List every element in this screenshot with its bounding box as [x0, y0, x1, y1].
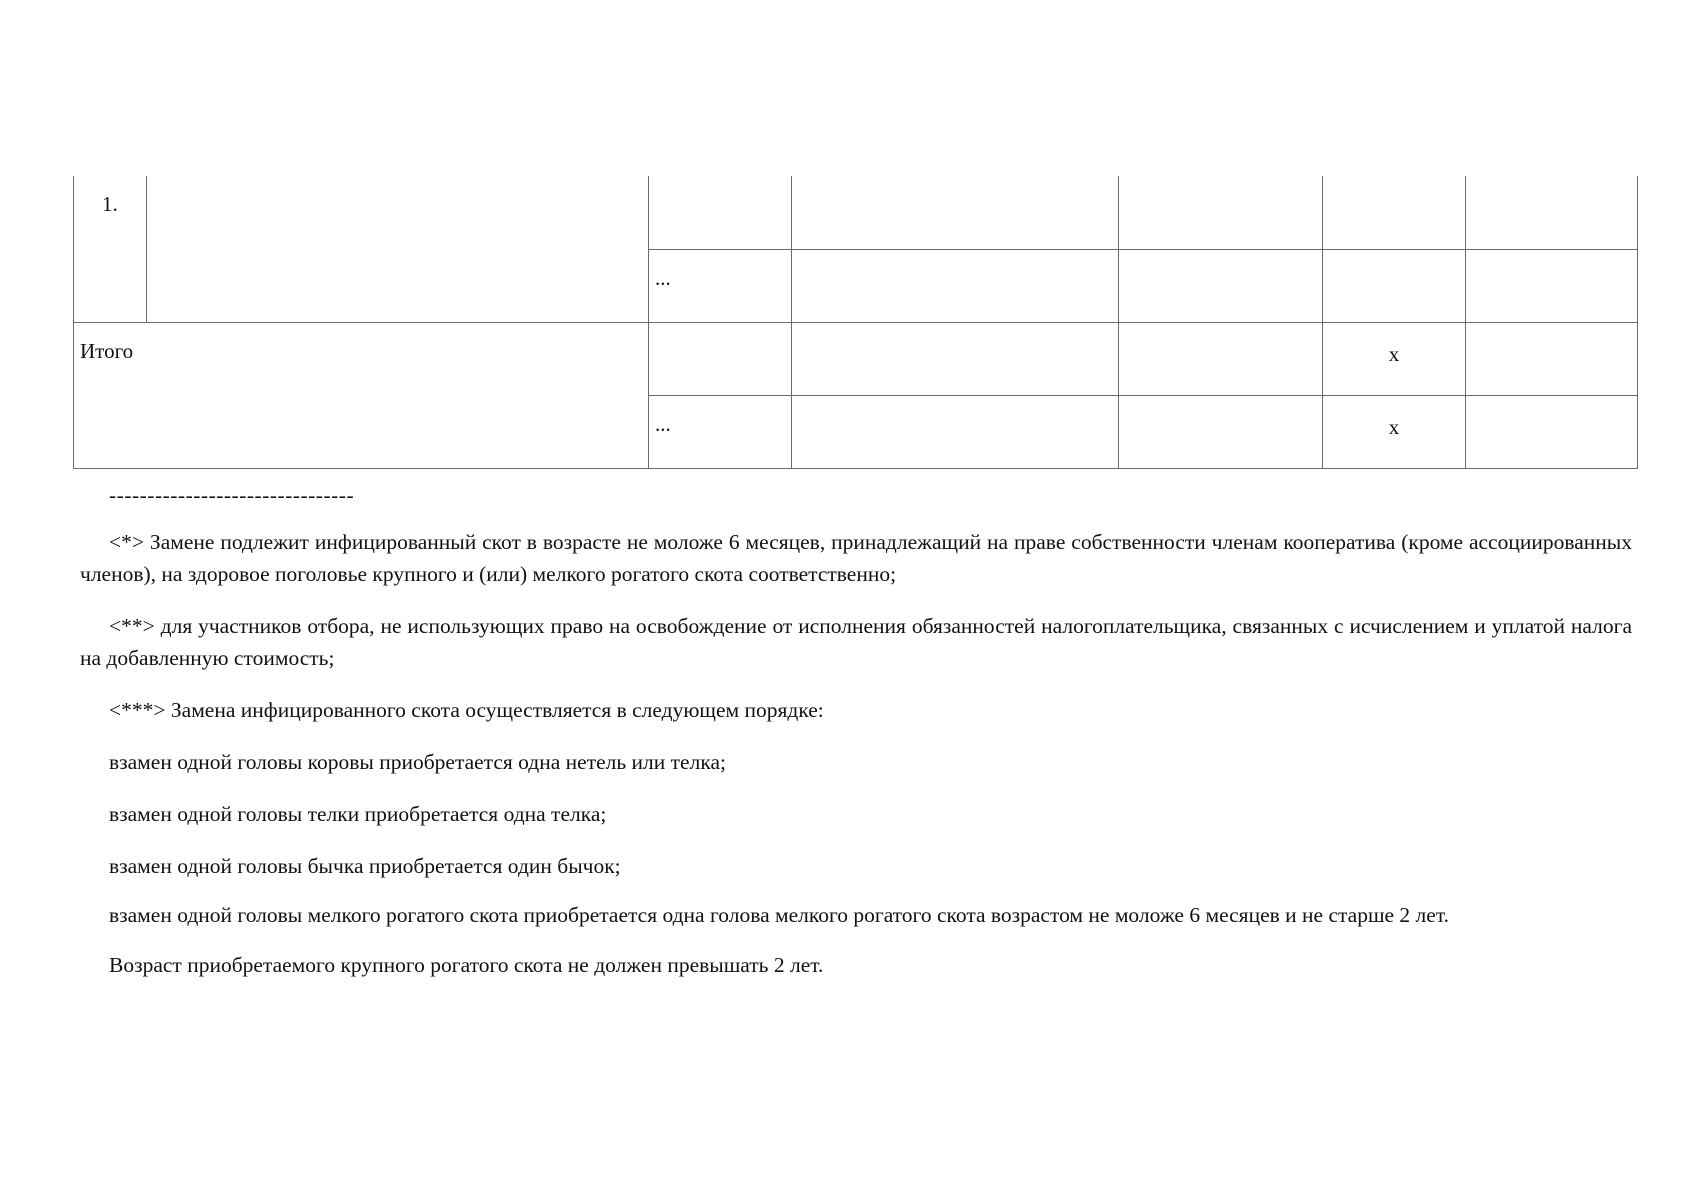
total-row	[74, 322, 1638, 395]
table-cell	[1323, 249, 1466, 322]
replacement-rule-2: взамен одной головы телки приобретается одна телка;	[109, 802, 607, 826]
x-mark: x	[1388, 414, 1400, 439]
table-cell	[792, 176, 1119, 249]
table-cell	[649, 322, 792, 395]
table-cell	[1119, 395, 1323, 468]
replacement-rule-4: взамен одной головы мелкого рогатого скота приобретается одна голова мелкого рогатого скота возрастом не моложе 6 месяцев и не старше 2 лет.	[109, 903, 1449, 927]
ellipsis-text: ...	[655, 411, 671, 436]
table-cell	[1323, 395, 1466, 468]
footnotes	[80, 482, 1632, 1001]
footnote-3: <***> Замена инфицированного скота осуществляется в следующем порядке:	[109, 698, 824, 722]
table-cell	[792, 395, 1119, 468]
footnote-1: <*> Замене подлежит инфицированный скот в возрасте не моложе 6 месяцев, принадлежащий на праве собственности членам кооператива (кроме ассоциированных членов), на здоровое поголовье крупного и (или) мелкого рогатого скота соответственно;	[80, 530, 1632, 586]
table-cell	[792, 249, 1119, 322]
row-number: 1.	[102, 192, 118, 216]
replacement-rule-3: взамен одной головы бычка приобретается один бычок;	[109, 854, 621, 878]
footnote-separator: --------------------------------	[109, 483, 355, 507]
table-cell	[1466, 322, 1638, 395]
total-label-cell	[74, 322, 649, 468]
table-row	[74, 176, 1638, 249]
total-label: Итого	[80, 338, 134, 363]
footnote-2: <**> для участников отбора, не использующих право на освобождение от исполнения обязанностей налогоплательщика, связанных с исчислением и уплатой налога на добавленную стоимость;	[80, 614, 1632, 670]
replacement-rule-1: взамен одной головы коровы приобретается одна нетель или телка;	[109, 750, 726, 774]
table-cell	[649, 395, 792, 468]
table-cell	[1119, 322, 1323, 395]
table-cell	[1323, 176, 1466, 249]
table-cell	[1119, 176, 1323, 249]
table-cell	[1119, 249, 1323, 322]
table-cell	[792, 322, 1119, 395]
table-cell	[1323, 322, 1466, 395]
age-limit-note: Возраст приобретаемого крупного рогатого скота не должен превышать 2 лет.	[109, 953, 824, 977]
table-cell	[147, 176, 649, 322]
table-cell	[649, 176, 792, 249]
table-cell	[1466, 176, 1638, 249]
table-cell	[649, 249, 792, 322]
ellipsis-text: ...	[655, 265, 671, 290]
row-number-cell	[74, 176, 147, 322]
table-cell	[1466, 249, 1638, 322]
table-cell	[1466, 395, 1638, 468]
x-mark: x	[1388, 341, 1400, 366]
livestock-table	[73, 176, 1638, 469]
